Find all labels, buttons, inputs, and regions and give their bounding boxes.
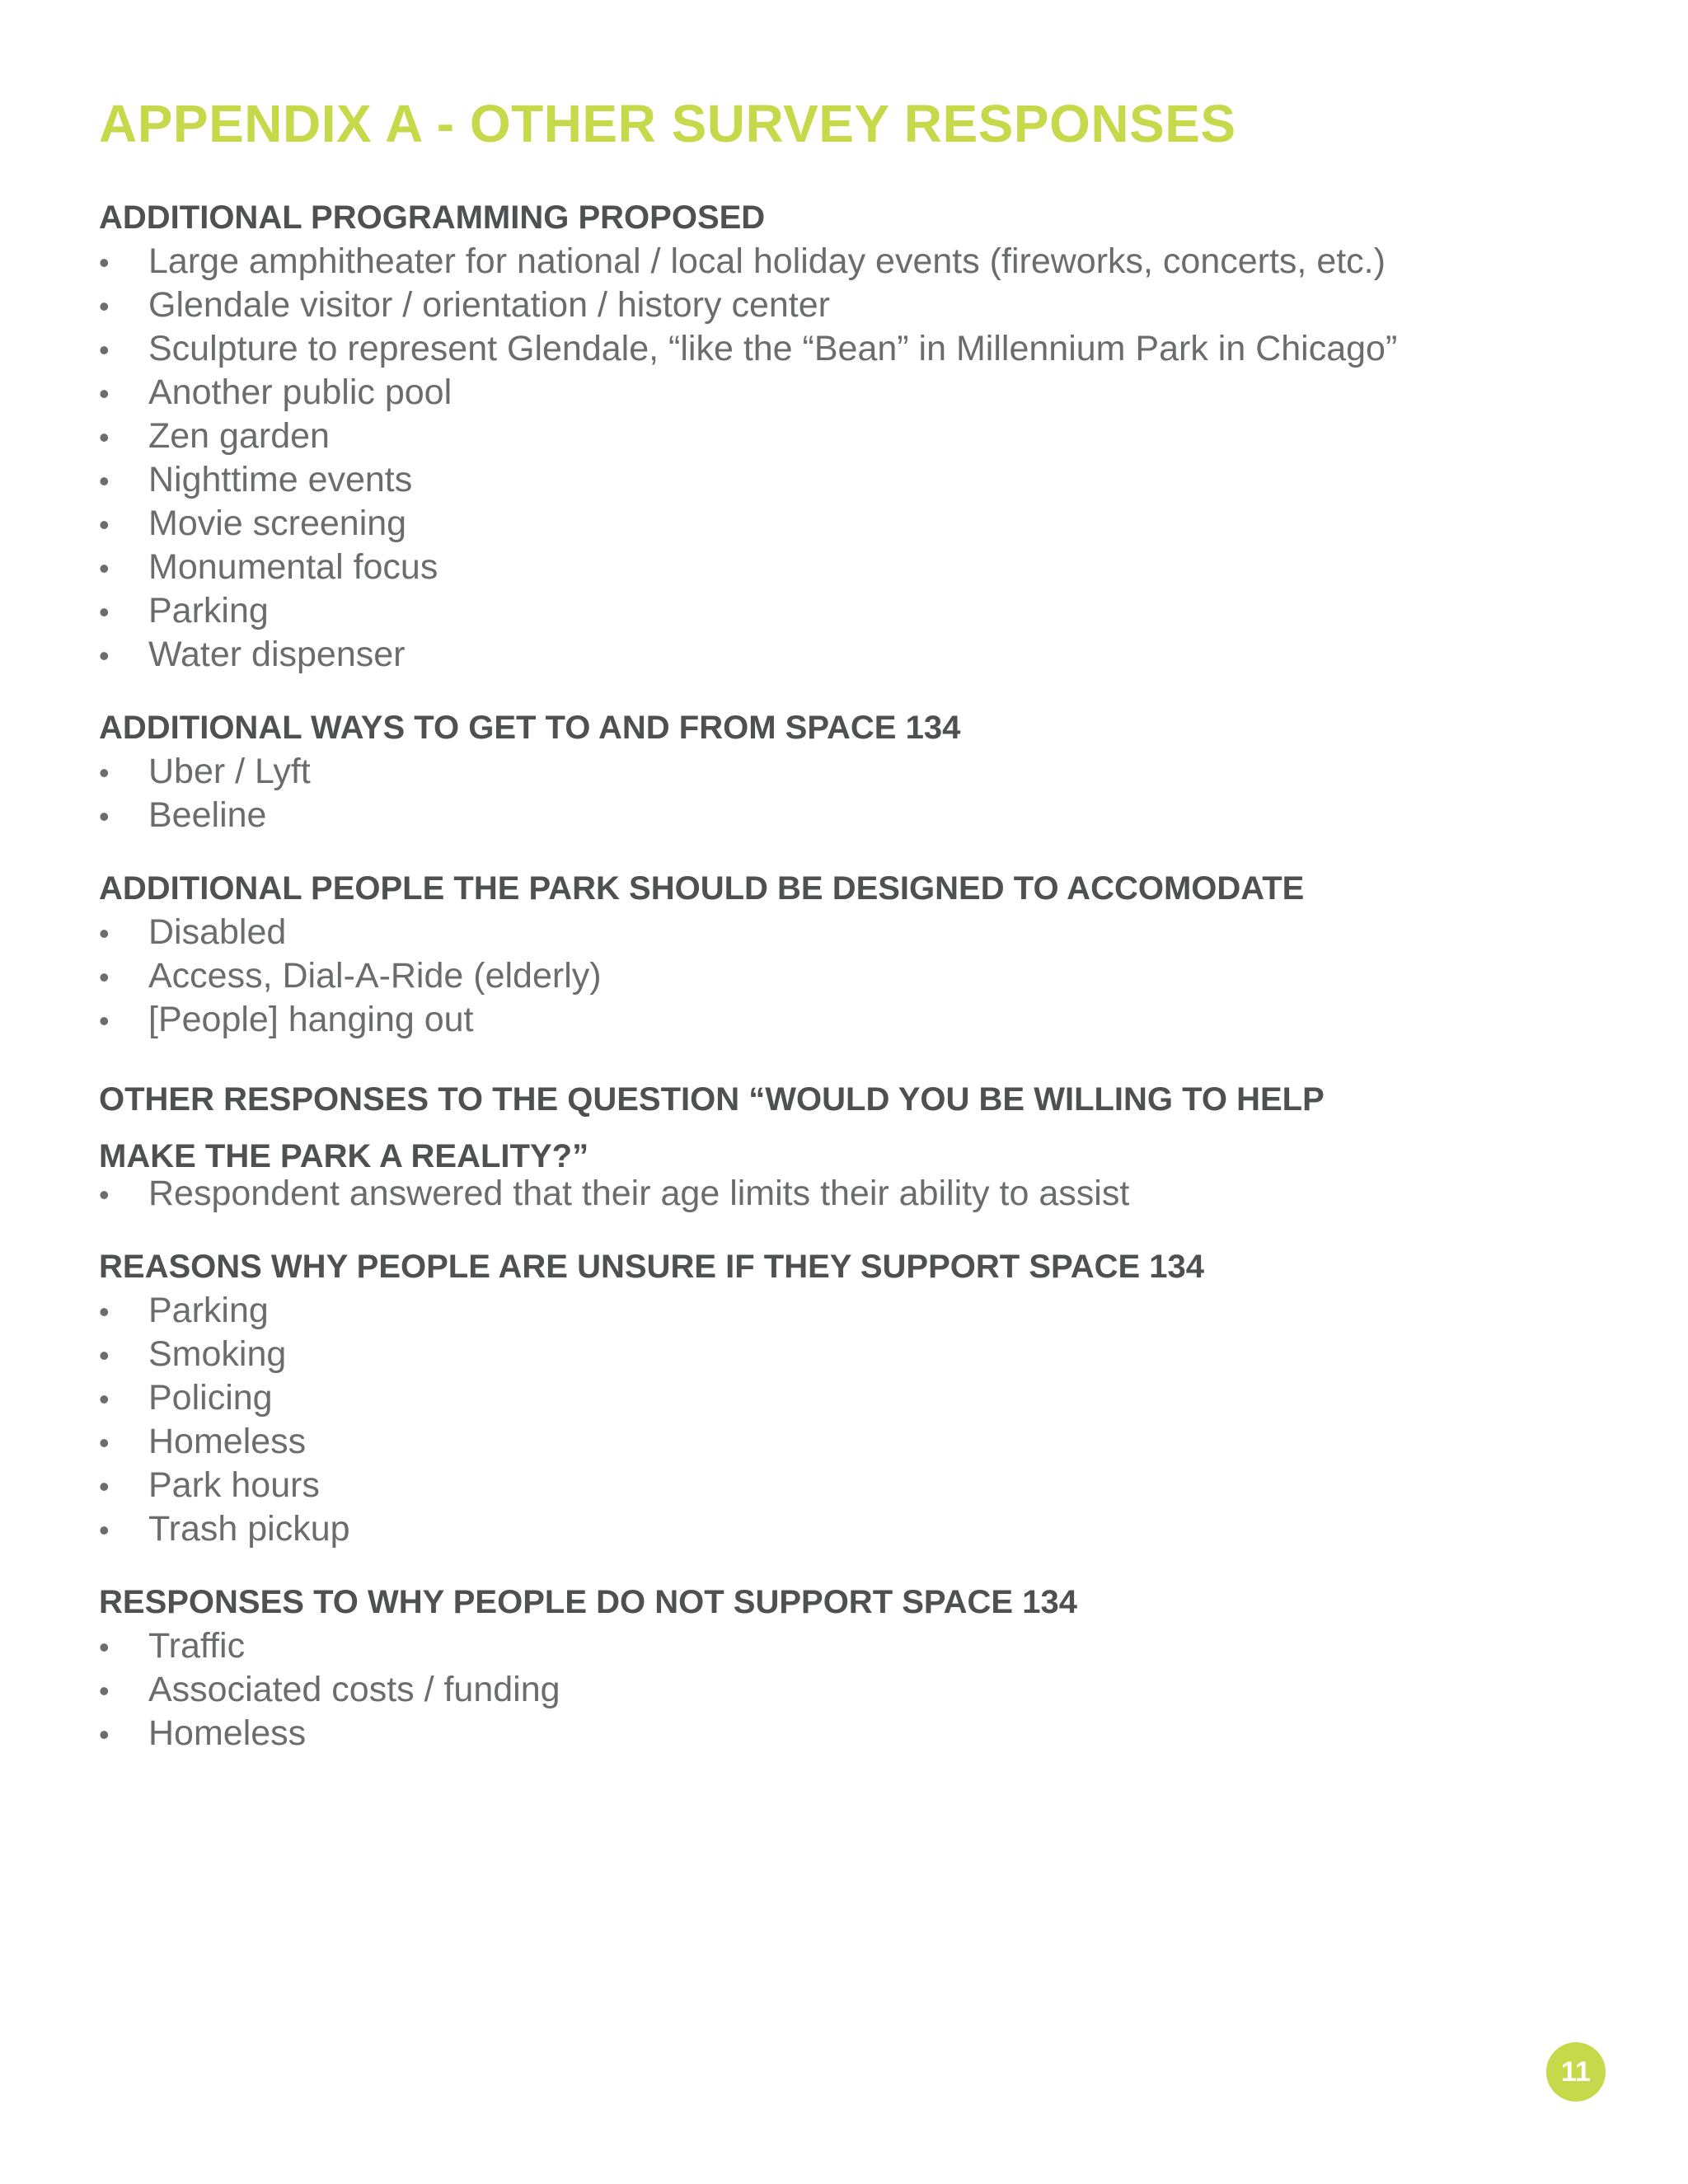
bullet-icon: • xyxy=(99,799,110,833)
list-item xyxy=(99,1172,1599,1216)
bullet-icon: • xyxy=(99,508,110,541)
list-item xyxy=(99,1624,1599,1668)
list-item-text: Trash pickup xyxy=(148,1509,350,1549)
bullet-icon: • xyxy=(99,960,110,994)
survey-section xyxy=(99,1245,1599,1551)
sections-container xyxy=(99,196,1599,1755)
bullet-icon: • xyxy=(99,464,110,498)
bullet-icon: • xyxy=(99,377,110,410)
bullet-list xyxy=(99,1289,1599,1551)
survey-section xyxy=(99,196,1599,677)
list-item-text: Associated costs / funding xyxy=(148,1670,560,1709)
bullet-icon: • xyxy=(99,1469,110,1503)
bullet-icon: • xyxy=(99,1004,110,1038)
list-item-text: Access, Dial-A-Ride (elderly) xyxy=(148,956,602,996)
list-item-text: Homeless xyxy=(148,1422,307,1461)
bullet-icon: • xyxy=(99,246,110,279)
bullet-list xyxy=(99,911,1599,1042)
bullet-icon: • xyxy=(99,1382,110,1416)
list-item xyxy=(99,546,1599,589)
bullet-icon: • xyxy=(99,420,110,454)
bullet-icon: • xyxy=(99,289,110,323)
section-heading-line: MAKE THE PARK A REALITY?” xyxy=(99,1138,589,1174)
bullet-icon: • xyxy=(99,756,110,790)
bullet-icon: • xyxy=(99,916,110,950)
list-item-text: Glendale visitor / orientation / history center xyxy=(148,285,830,325)
bullet-icon: • xyxy=(99,1674,110,1708)
bullet-icon: • xyxy=(99,1426,110,1460)
list-item xyxy=(99,911,1599,954)
list-item-text: Parking xyxy=(148,591,269,630)
survey-section xyxy=(99,1581,1599,1755)
list-item-text: Disabled xyxy=(148,912,287,952)
list-item-text: Another public pool xyxy=(148,373,452,412)
bullet-icon: • xyxy=(99,551,110,585)
list-item-text: Movie screening xyxy=(148,504,407,543)
list-item-text: [People] hanging out xyxy=(148,1000,474,1039)
bullet-icon: • xyxy=(99,1178,110,1212)
bullet-list xyxy=(99,240,1599,677)
list-item xyxy=(99,1289,1599,1333)
section-heading: ADDITIONAL PEOPLE THE PARK SHOULD BE DESIGNED TO ACCOMODATE xyxy=(99,870,1305,907)
survey-section xyxy=(99,1071,1599,1216)
list-item xyxy=(99,589,1599,633)
page-title: APPENDIX A - OTHER SURVEY RESPONSES xyxy=(99,94,1236,153)
section-heading-line: OTHER RESPONSES TO THE QUESTION “WOULD YOU BE WILLING TO HELP xyxy=(99,1081,1325,1118)
list-item-text: Nighttime events xyxy=(148,460,413,499)
list-item xyxy=(99,1668,1599,1712)
bullet-list xyxy=(99,1172,1599,1216)
list-item-text: Respondent answered that their age limits their ability to assist xyxy=(148,1174,1130,1213)
page-content xyxy=(99,91,1599,1785)
section-heading: REASONS WHY PEOPLE ARE UNSURE IF THEY SUPPORT SPACE 134 xyxy=(99,1249,1205,1285)
survey-section xyxy=(99,867,1599,1042)
list-item xyxy=(99,1333,1599,1376)
list-item-text: Park hours xyxy=(148,1465,320,1505)
list-item xyxy=(99,633,1599,677)
section-heading: ADDITIONAL WAYS TO GET TO AND FROM SPACE 134 xyxy=(99,710,961,746)
bullet-icon: • xyxy=(99,1338,110,1372)
list-item xyxy=(99,750,1599,794)
bullet-icon: • xyxy=(99,1718,110,1751)
list-item xyxy=(99,998,1599,1042)
list-item xyxy=(99,327,1599,371)
list-item-text: Uber / Lyft xyxy=(148,752,311,791)
list-item-text: Smoking xyxy=(148,1334,287,1374)
bullet-list xyxy=(99,1624,1599,1755)
list-item xyxy=(99,1507,1599,1551)
list-item xyxy=(99,502,1599,546)
section-heading: RESPONSES TO WHY PEOPLE DO NOT SUPPORT SPACE 134 xyxy=(99,1584,1077,1620)
list-item-text: Water dispenser xyxy=(148,635,406,674)
bullet-icon: • xyxy=(99,333,110,367)
list-item xyxy=(99,240,1599,284)
list-item-text: Traffic xyxy=(148,1626,246,1666)
list-item-text: Sculpture to represent Glendale, “like the “Bean” in Millennium Park in Chicago” xyxy=(148,329,1398,368)
survey-section xyxy=(99,706,1599,837)
list-item xyxy=(99,1420,1599,1464)
list-item xyxy=(99,954,1599,998)
bullet-icon: • xyxy=(99,1295,110,1329)
list-item-text: Homeless xyxy=(148,1713,307,1753)
list-item-text: Policing xyxy=(148,1378,273,1418)
list-item xyxy=(99,415,1599,458)
list-item xyxy=(99,284,1599,327)
section-heading xyxy=(99,1071,1599,1185)
list-item-text: Monumental focus xyxy=(148,547,438,587)
list-item xyxy=(99,1464,1599,1507)
list-item xyxy=(99,1376,1599,1420)
bullet-list xyxy=(99,750,1599,837)
bullet-icon: • xyxy=(99,639,110,673)
list-item xyxy=(99,1712,1599,1755)
page-number-badge: 11 xyxy=(1546,2042,1606,2102)
list-item xyxy=(99,794,1599,837)
bullet-icon: • xyxy=(99,595,110,629)
list-item-text: Parking xyxy=(148,1291,269,1330)
list-item xyxy=(99,371,1599,415)
section-heading: ADDITIONAL PROGRAMMING PROPOSED xyxy=(99,199,766,236)
list-item-text: Large amphitheater for national / local holiday events (fireworks, concerts, etc.) xyxy=(148,241,1386,281)
list-item xyxy=(99,458,1599,502)
bullet-icon: • xyxy=(99,1513,110,1547)
list-item-text: Zen garden xyxy=(148,416,330,456)
bullet-icon: • xyxy=(99,1630,110,1664)
list-item-text: Beeline xyxy=(148,795,267,835)
